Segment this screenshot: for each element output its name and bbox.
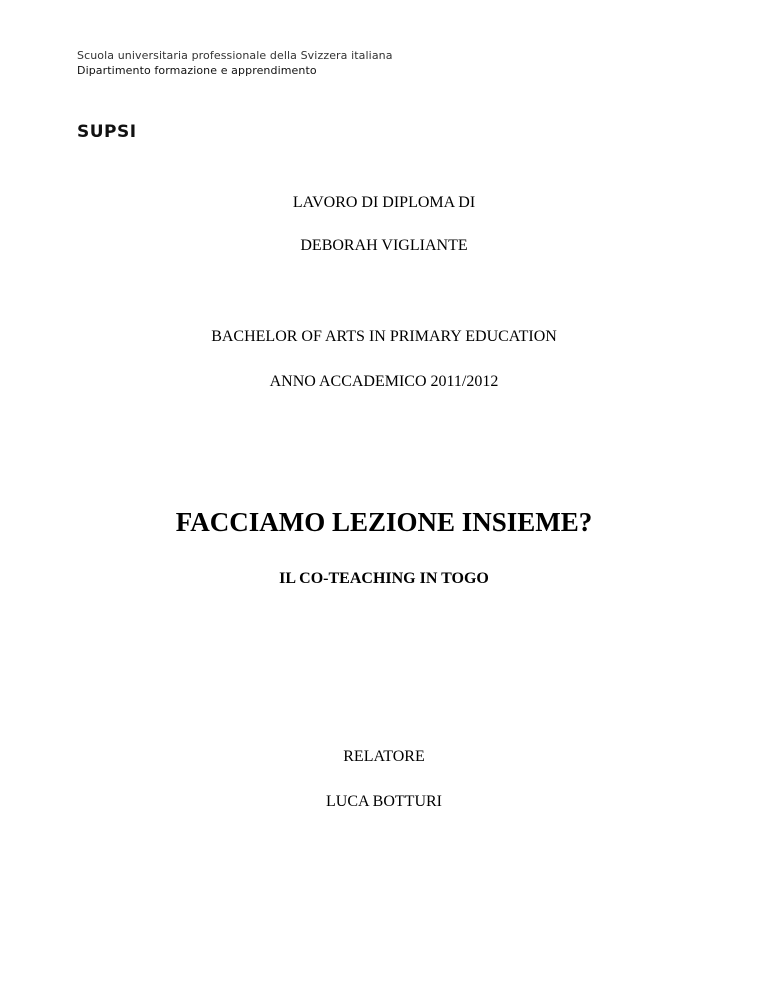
supsi-logo: SUPSI	[77, 122, 137, 142]
supervisor-label: RELATORE	[343, 748, 425, 765]
thesis-title: FACCIAMO LEZIONE INSIEME?	[175, 507, 593, 537]
department-name: Dipartimento formazione e apprendimento	[77, 64, 317, 77]
degree-name: BACHELOR OF ARTS IN PRIMARY EDUCATION	[211, 328, 557, 345]
academic-year: ANNO ACCADEMICO 2011/2012	[269, 373, 499, 390]
institution-name: Scuola universitaria professionale della Svizzera italiana	[77, 49, 393, 62]
author-name: DEBORAH VIGLIANTE	[300, 237, 468, 254]
thesis-subtitle: IL CO-TEACHING IN TOGO	[279, 570, 489, 587]
thesis-label: LAVORO DI DIPLOMA DI	[292, 194, 476, 211]
supervisor-name: LUCA BOTTURI	[326, 793, 442, 810]
